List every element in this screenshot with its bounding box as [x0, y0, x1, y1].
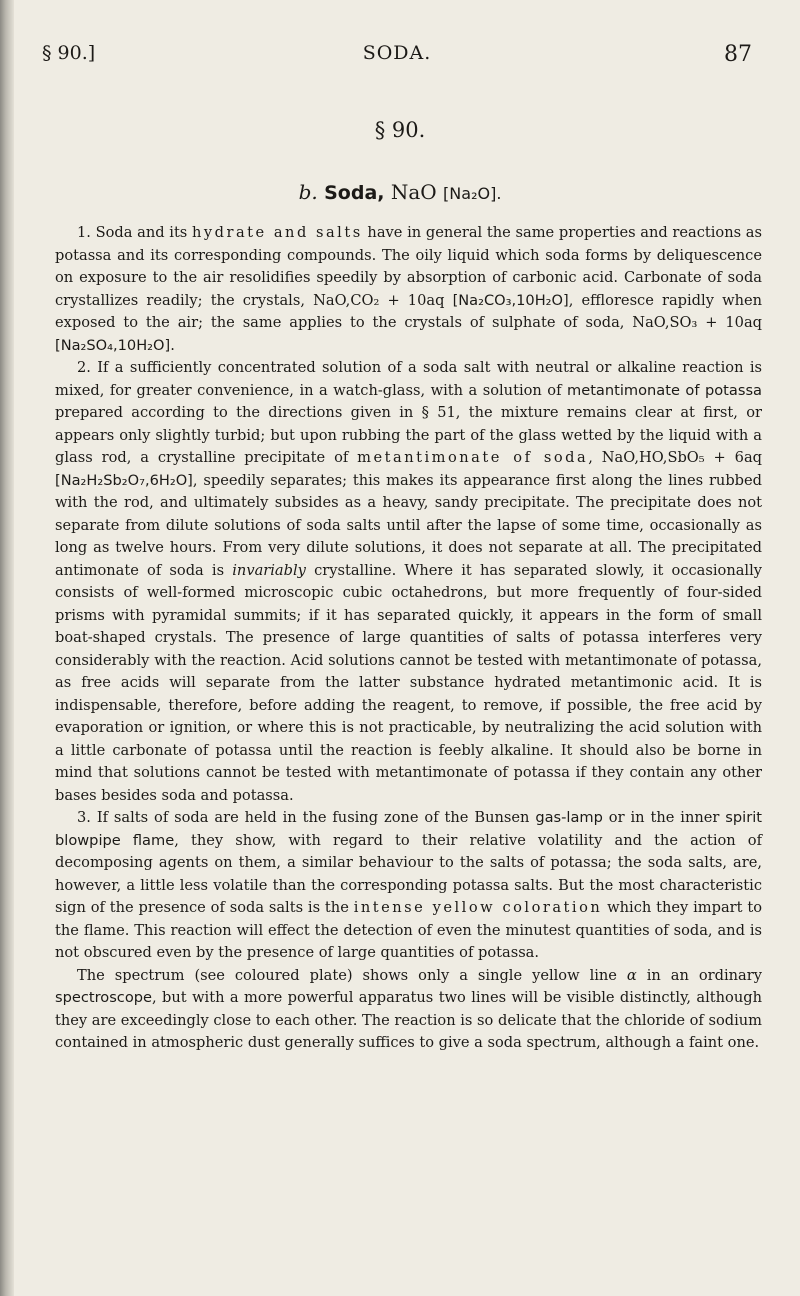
- text-run: α: [626, 966, 637, 984]
- text-run: [Na₂H₂Sb₂O₇,6H₂O]: [55, 471, 193, 489]
- text-run: 3. If salts of soda are held in the fusing zone of the Bunsen: [77, 809, 536, 826]
- paragraph: [55, 222, 762, 357]
- text-run: , but with a more powerful apparatus two lines will be visible distinctly, although they are exceedingly close to each other. The reaction is so delicate that the chloride of sodium contained in atmospheric dust generally suffices to give a soda spectrum, although a faint one.: [55, 989, 762, 1051]
- text-run: The spectrum (see coloured plate) shows only a single yellow line: [77, 966, 627, 984]
- text-run: .: [170, 336, 175, 354]
- text-run: in an ordinary: [636, 966, 762, 984]
- text-run: 2. If a sufficiently concentrated solution of a soda salt with neutral or alkaline reaction is mixed, for greater convenience, in a watch-glass, with a solution of: [55, 359, 762, 399]
- text-run: prepared according to the directions given in § 51, the mixture remains clear at first, or appears only slightly turbid; but upon rubbing the part of the glass wetted by the liquid with a glass rod, a crystalline precipitate of: [55, 404, 762, 466]
- text-run: have in general the same properties and reactions as potassa and its corresponding compounds. The oily liquid which soda forms by deliquescence on exposure to the air resolidifies speedily by absorption of carbonic acid. Carbonate of soda crystallizes readily; the crystals, NaO,CO₂ + 10aq: [55, 224, 762, 309]
- heading-modern-formula: [Na₂O].: [443, 184, 502, 203]
- text-run: metantimonate of potassa: [567, 381, 763, 399]
- text-run: which they impart to the flame. This reaction will effect the detection of even the minutest quantities of soda, and is not obscured even by the presence of large quantities of potassa.: [55, 899, 762, 961]
- text-run: spirit blowpipe flame: [55, 809, 762, 849]
- section-number: § 90.: [374, 118, 426, 142]
- body-text: [55, 222, 762, 1055]
- text-run: , they show, with regard to their relative volatility and the action of decomposing agents on them, a similar behaviour to the salts of potassa; the soda salts, are, however, a little less volatile than the corresponding potassa salts. But the most characteristic sign of the presence of soda salts is the: [55, 831, 762, 916]
- text-run: crystalline. Where it has separated slowly, it occasionally consists of well-formed microscopic cubic octahedrons, but more frequently of four-sided prisms with pyramidal summits; if it has separated quickly, it appears in the form of small boat-shaped crystals. The presence of large quantities of salts of potassa interferes very considerably with the reaction. Acid solutions cannot be tested with metantimonate of potassa, as free acids will separate from the latter substance hydrated metantimonic acid. It is indispensable, therefore, before adding the reagent, to remove, if possible, the free acid by evaporation or ignition, or where this is not practicable, by neutralizing the acid solution with a little carbonate of potassa until the reaction is feebly alkaline. It should also be borne in mind that solutions cannot be tested with metantimonate of potassa if they contain any other bases besides soda and potassa.: [55, 561, 762, 804]
- heading-formula: NaO: [390, 180, 437, 204]
- paragraph: [55, 807, 762, 965]
- text-run: invariably: [232, 561, 306, 579]
- paragraph: [55, 357, 762, 807]
- text-run: hydrate and salts: [192, 224, 363, 241]
- heading-letter: b.: [298, 180, 318, 204]
- section-heading: [0, 180, 800, 204]
- page-number: 87: [724, 42, 752, 67]
- text-run: metantimonate of soda: [357, 449, 589, 466]
- running-head: [42, 42, 752, 72]
- text-run: intense yellow coloration: [353, 899, 603, 916]
- paragraph: [55, 965, 762, 1055]
- text-run: , effloresce rapidly when exposed to the air; the same applies to the crystals of sulphate of soda, NaO,SO₃ + 10aq: [55, 291, 763, 331]
- text-run: , speedily separates; this makes its appearance first along the lines rubbed with the rod, and ultimately subsides as a heavy, sandy precipitate. The precipitate does not separate from dilute solutions of soda salts until after the lapse of some time, occasionally as long as twelve hours. From very dilute solutions, it does not separate at all. The precipitated antimonate of soda is: [55, 471, 762, 579]
- text-run: , NaO,HO,SbO₅ + 6aq: [588, 449, 762, 466]
- text-run: [Na₂CO₃,10H₂O]: [452, 291, 569, 309]
- heading-name: Soda,: [324, 182, 385, 204]
- text-run: spectroscope: [55, 989, 152, 1006]
- text-run: or in the inner: [602, 809, 726, 826]
- text-run: gas-lamp: [535, 809, 603, 826]
- text-run: 1. Soda and its: [77, 224, 192, 241]
- text-run: [Na₂SO₄,10H₂O]: [55, 336, 171, 354]
- header-title: SODA.: [362, 42, 432, 64]
- header-section-ref: § 90.]: [42, 42, 96, 64]
